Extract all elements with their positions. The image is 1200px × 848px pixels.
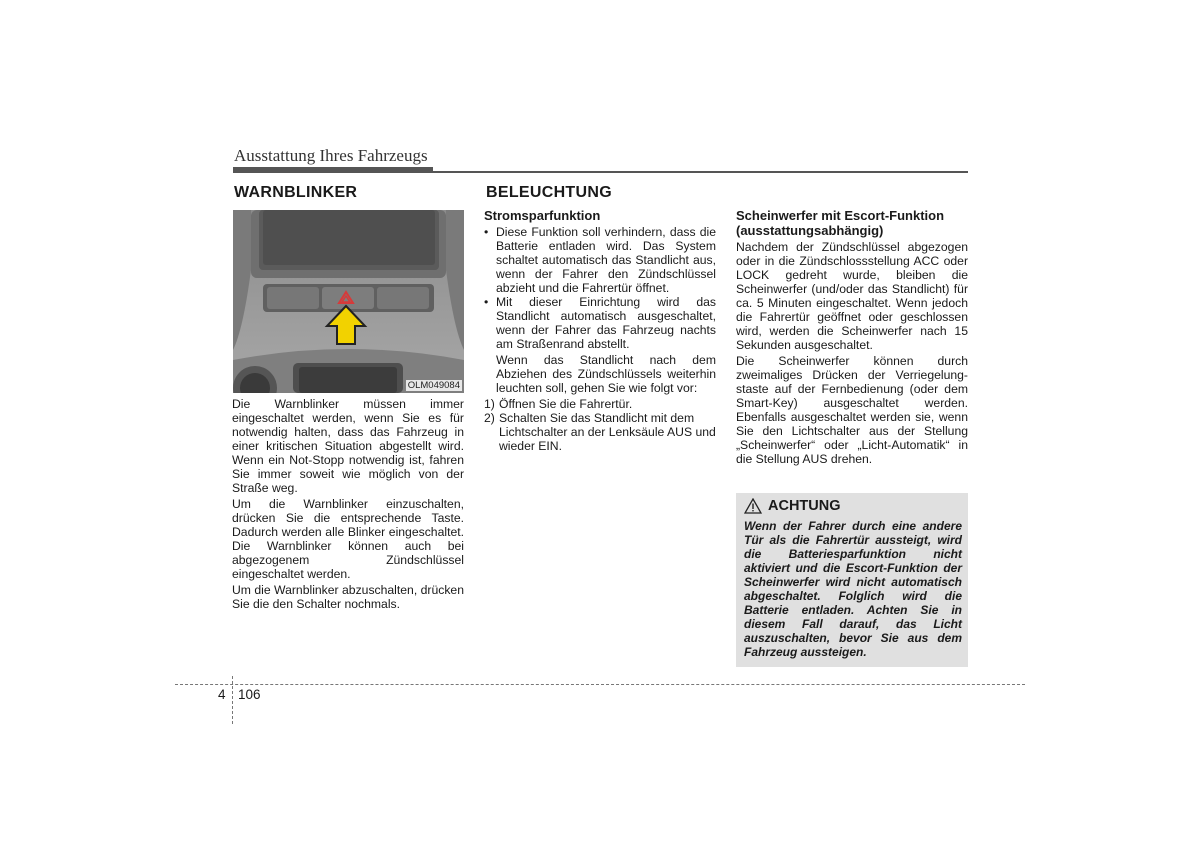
chapter-number: 4 bbox=[218, 687, 226, 702]
continuation-paragraph: Wenn das Standlicht nach dem Abziehen des Zündschlüssels weiterhin leuchten soll, gehen Sie wie folgt vor: bbox=[496, 353, 716, 395]
bullet-icon: • bbox=[484, 295, 489, 309]
hazard-switch-illustration bbox=[233, 210, 464, 393]
footer-divider bbox=[175, 684, 1025, 685]
warnblinker-text bbox=[232, 397, 464, 613]
bullet-text: Mit dieser Einrichtung wird das Standlicht automatisch ausgeschaltet, wenn der Fahrer das Fahrzeug nachts am Straßenrand abstellt. bbox=[496, 295, 716, 351]
page-number: 106 bbox=[238, 687, 261, 702]
warnblinker-paragraph: Um die Warnblinker abzuschalten, drücken Sie die den Schalter nochmals. bbox=[232, 583, 464, 611]
page-header-title: Ausstattung Ihres Fahrzeugs bbox=[234, 146, 428, 165]
escort-section bbox=[736, 208, 968, 468]
step-number: 2) bbox=[484, 411, 495, 425]
step-item bbox=[484, 411, 716, 453]
hazard-switch-photo bbox=[233, 210, 464, 393]
bullet-icon: • bbox=[484, 225, 489, 239]
step-text: Öffnen Sie die Fahrertür. bbox=[499, 397, 633, 411]
beleuchtung-heading: BELEUCHTUNG bbox=[486, 184, 612, 201]
warning-triangle-icon bbox=[744, 498, 762, 514]
stromspar-section bbox=[484, 208, 716, 453]
warning-title bbox=[744, 498, 841, 514]
step-text: Schalten Sie das Standlicht mit dem Lichtschalter an der Lenksäule AUS und wieder EIN. bbox=[499, 411, 716, 453]
step-number: 1) bbox=[484, 397, 495, 411]
footer-vertical-divider bbox=[232, 676, 233, 724]
warnblinker-heading: WARNBLINKER bbox=[234, 184, 358, 201]
header-rule bbox=[233, 171, 968, 173]
bullet-text: Diese Funktion soll verhindern, dass die Batterie entladen wird. Das System schaltet automatisch das Standlicht aus, wenn der Fahrer den Zündschlüssel abzieht und die Fahrertür öffnet. bbox=[496, 225, 716, 295]
escort-paragraph: Nachdem der Zündschlüssel abgezogen oder in die Zündschlossstellung ACC oder LOCK gedreht wurde, bleiben die Scheinwerfer (und/oder das Standlicht) für ca. 5 Minuten eingeschaltet. Wenn jedoch die Fahrertür geöffnet oder geschlossen wird, werden die Scheinwerfer nach 15 Sekunden ausgeschaltet. bbox=[736, 240, 968, 352]
warning-body: Wenn der Fahrer durch eine andere Tür als die Fahrertür aussteigt, wird die Batteriesparfunktion nicht aktiviert und die Escort-Funktion der Scheinwerfer wird nicht automatisch abgeschaltet. Folglich wird die Batterie entladen. Achten Sie in diesem Fall darauf, das Licht auszuschalten, bevor Sie aus dem Fahrzeug aussteigen. bbox=[744, 519, 962, 659]
photo-reference-code: OLM049084 bbox=[407, 380, 460, 391]
escort-paragraph: Die Scheinwerfer können durch zweimaliges Drücken der Verriegelung-staste auf der Fernbedienung (oder dem Smart-Key) ausgeschaltet werden. Ebenfalls ausgeschaltet werden sie, wenn Sie den Lichtschalter aus der Stellung „Scheinwerfer“ oder „Licht-Automatik“ in die Stellung AUS drehen. bbox=[736, 354, 968, 466]
step-item bbox=[484, 397, 716, 411]
warnblinker-paragraph: Um die Warnblinker einzuschalten, drücken Sie die entsprechende Taste. Dadurch werden alle Blinker eingeschaltet. Die Warnblinker können auch bei abgezogenem Zündschlüssel eingeschaltet werden. bbox=[232, 497, 464, 581]
list-item bbox=[484, 295, 716, 351]
warning-title-text: ACHTUNG bbox=[768, 498, 841, 514]
warning-box bbox=[736, 493, 968, 667]
list-item bbox=[484, 225, 716, 295]
warnblinker-paragraph: Die Warnblinker müssen immer eingeschaltet werden, wenn Sie es für notwendig halten, dass das Fahrzeug in einer kritischen Situation abgestellt wird. Wenn ein Not-Stopp notwendig ist, fahren Sie immer soweit wie möglich von der Straße weg. bbox=[232, 397, 464, 495]
escort-subheading: Scheinwerfer mit Escort-Funktion (ausstattungsabhängig) bbox=[736, 208, 945, 238]
stromspar-subheading: Stromsparfunktion bbox=[484, 208, 601, 223]
